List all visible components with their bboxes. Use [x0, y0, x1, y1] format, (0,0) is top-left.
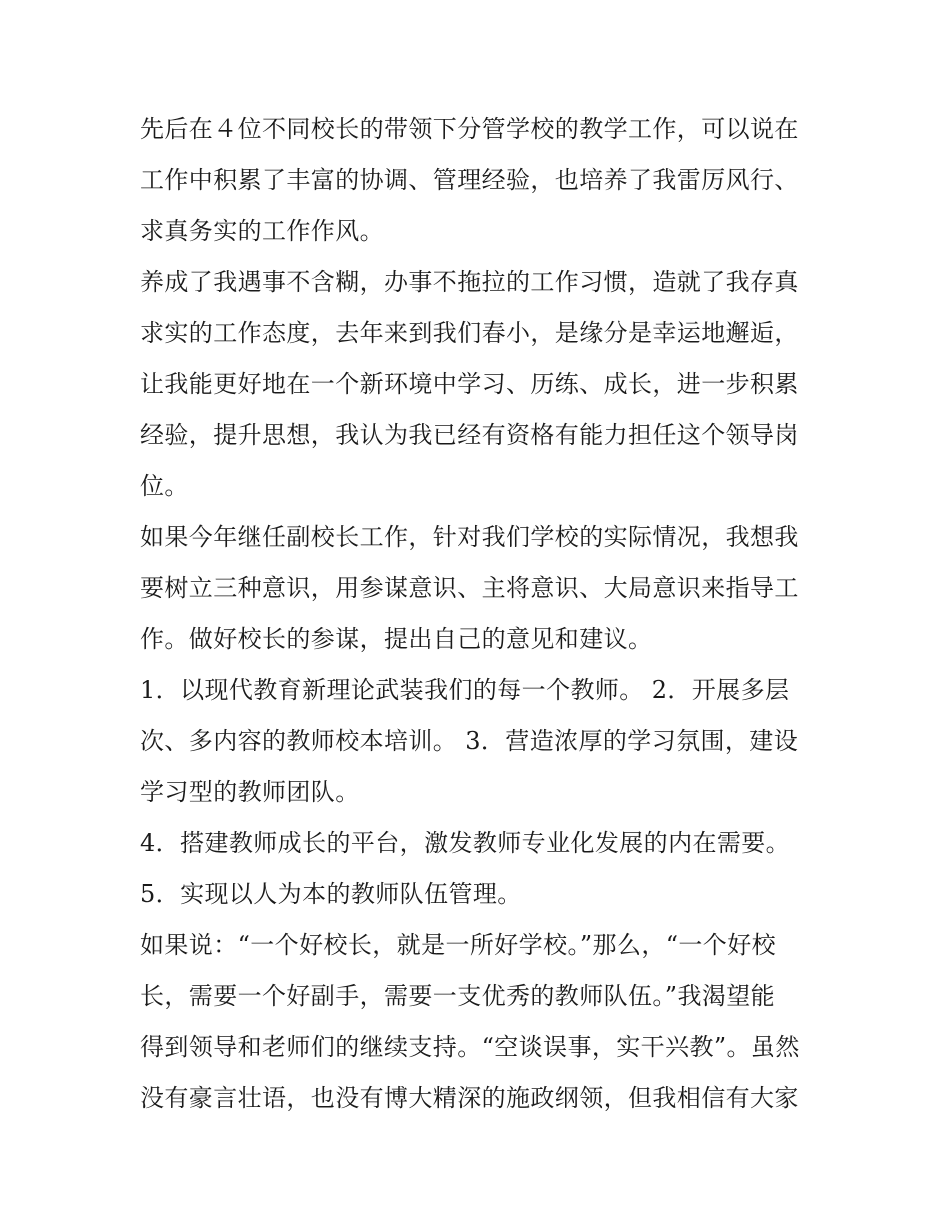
text-line-5: 求实的工作态度，去年来到我们春小，是缘分是幸运地邂逅， [140, 319, 799, 347]
document-body [140, 104, 820, 1124]
text-line-6: 让我能更好地在一个新环境中学习、历练、成长，进一步积累 [140, 370, 799, 398]
text-line-4: 养成了我遇事不含糊，办事不拖拉的工作习惯，造就了我存真 [140, 268, 799, 296]
text-line-19: 得到领导和老师们的继续支持。“空谈误事，实干兴教”。虽然 [140, 1033, 800, 1061]
text-line-15: 4．搭建教师成长的平台，激发教师专业化发展的内在需要。 [140, 829, 791, 857]
text-line-2: 工作中积累了丰富的协调、管理经验，也培养了我雷厉风行、 [140, 166, 799, 194]
text-line-14: 学习型的教师团队。 [140, 778, 360, 806]
text-line-17: 如果说：“一个好校长，就是一所好学校。”那么，“一个好校 [140, 931, 777, 959]
text-line-18: 长，需要一个好副手，需要一支优秀的教师队伍。”我渴望能 [140, 982, 776, 1010]
text-line-10: 要树立三种意识，用参谋意识、主将意识、大局意识来指导工 [140, 574, 799, 602]
text-line-7: 经验，提升思想，我认为我已经有资格有能力担任这个领导岗 [140, 421, 799, 449]
text-line-1: 先后在４位不同校长的带领下分管学校的教学工作，可以说在 [140, 115, 799, 143]
text-line-9: 如果今年继任副校长工作，针对我们学校的实际情况，我想我 [140, 523, 799, 551]
text-line-8: 位。 [140, 472, 189, 500]
text-line-12: 1．以现代教育新理论武装我们的每一个教师。 2．开展多层 [140, 676, 790, 704]
text-line-3: 求真务实的工作作风。 [140, 217, 384, 245]
text-line-16: 5．实现以人为本的教师队伍管理。 [140, 880, 522, 908]
text-line-11: 作。做好校长的参谋，提出自己的意见和建议。 [140, 625, 653, 653]
text-line-20: 没有豪言壮语，也没有博大精深的施政纲领，但我相信有大家 [140, 1084, 799, 1112]
text-line-13: 次、多内容的教师校本培训。 3．营造浓厚的学习氛围，建设 [140, 727, 799, 755]
